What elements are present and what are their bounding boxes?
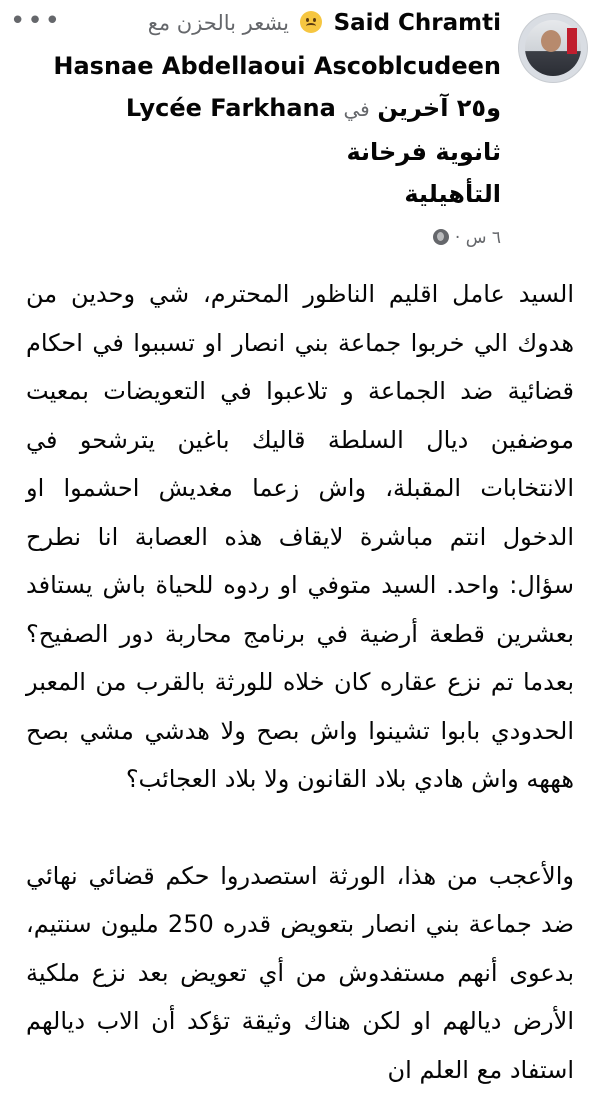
post-paragraph-2: والأعجب من هذا، الورثة استصدروا حكم قضائي نهائي ضد جماعة بني انصار بتعويض قدره 250 مليون سنتيم، بدعوى أنهم مستفدوش من أي تعويض بعد نزع ملكية الأرض ديالهم او لكن هناك وثيقة تؤكد أن الاب ديالهم استفاد مع العلم ان bbox=[26, 852, 574, 1094]
post-time[interactable]: ٦ س · bbox=[455, 228, 501, 248]
in-word: في bbox=[343, 97, 369, 121]
post-header bbox=[0, 0, 601, 258]
school-latin[interactable]: Lycée Farkhana bbox=[126, 94, 336, 122]
avatar[interactable] bbox=[519, 14, 587, 82]
feeling-text: يشعر بالحزن مع bbox=[148, 11, 289, 35]
globe-icon bbox=[433, 229, 449, 245]
author-name[interactable]: Said Chramti bbox=[334, 10, 501, 36]
avatar-flag bbox=[567, 28, 577, 54]
more-options-icon[interactable]: ••• bbox=[10, 6, 62, 36]
author-line bbox=[148, 10, 501, 36]
school-arabic: ثانوية فرخانة bbox=[346, 138, 501, 166]
location-line-3[interactable]: التأهيلية bbox=[404, 180, 501, 208]
sad-emoji-icon bbox=[300, 11, 322, 33]
post-paragraph-1: السيد عامل اقليم الناظور المحترم، شي وحدين من هدوك الي خربوا جماعة بني انصار او تسببوا في احكام قضائية ضد الجماعة و تلاعبوا في التعويضات بمعيت موضفين ديال السلطة قاليك باغين يترشحو في الانتخابات المقبلة، واش زعما مغديش احشموا او الدخول انتم مباشرة لايقاف هذه العصابة انا نطرح سؤال: واحد. السيد متوفي او ردوه للحياة باش يستافد بعشرين قطعة أرضية في برنامج محاربة دور الصفيح؟ بعدما تم نزع عقاره كان خلاه للورثة بالقرب من المعبر الحدودي بابوا تشينوا واش بصح ولا هدشي مشي بصح هههه واش هادي بلاد القانون ولا بلاد العجائب؟ bbox=[26, 270, 574, 804]
location-line-2[interactable] bbox=[346, 138, 501, 166]
post-meta bbox=[433, 228, 501, 248]
location-line-1 bbox=[126, 94, 501, 122]
tagged-person[interactable]: Hasnae Abdellaoui Ascoblcudeen bbox=[53, 52, 501, 80]
post-body bbox=[26, 270, 574, 1094]
avatar-head bbox=[541, 30, 561, 52]
others-link[interactable]: و٢٥ آخرين bbox=[377, 94, 501, 122]
